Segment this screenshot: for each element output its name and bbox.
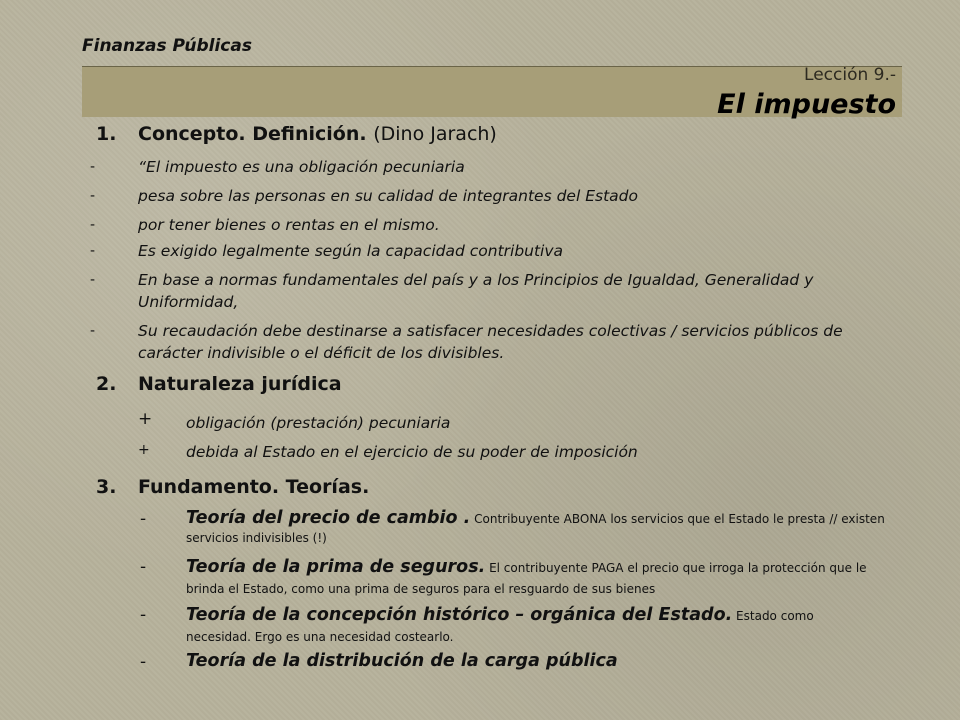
- concept-item: “El impuesto es una obligación pecuniaria: [138, 158, 465, 176]
- concept-item: Es exigido legalmente según la capacidad contributiva: [138, 242, 564, 260]
- concept-item: Su recaudación debe destinarse a satisfacer necesidades colectivas / servicios públicos de carácter indivisible o el déficit de los divisibles.: [138, 322, 843, 362]
- course-title: Finanzas Públicas: [82, 36, 252, 56]
- concept-item: pesa sobre las personas en su calidad de integrantes del Estado: [138, 187, 638, 205]
- theory-title: Teoría de la prima de seguros.: [186, 557, 486, 577]
- theory-detail: Estado como necesidad. Ergo es una necesidad costearlo.: [186, 609, 814, 644]
- bullet-marker: -: [90, 217, 96, 233]
- lesson-header-band: [82, 65, 902, 120]
- bullet-marker: -: [90, 323, 96, 339]
- bullet-marker: -: [90, 272, 96, 288]
- theory-item: [186, 557, 906, 599]
- plus-marker: +: [138, 442, 150, 458]
- lesson-title: El impuesto: [717, 89, 896, 120]
- theory-item: [186, 509, 906, 547]
- theory-marker: -: [140, 652, 147, 672]
- theory-marker: -: [140, 557, 147, 577]
- plus-marker: +: [138, 409, 153, 429]
- concept-item: En base a normas fundamentales del país y a los Principios de Igualdad, Generalidad y Uniformidad,: [138, 271, 814, 311]
- nature-item: debida al Estado en el ejercicio de su poder de imposición: [186, 443, 638, 461]
- section-3-title: Fundamento. Teorías.: [138, 476, 370, 498]
- theory-marker: -: [140, 509, 147, 529]
- section-1-heading: [138, 123, 497, 145]
- bullet-marker: -: [90, 188, 96, 204]
- section-1-subtitle: (Dino Jarach): [373, 123, 497, 145]
- theory-title: Teoría de la distribución de la carga pública: [186, 651, 618, 671]
- section-1-title: Concepto. Definición.: [138, 123, 367, 145]
- theory-title: Teoría de la concepción histórico – orgánica del Estado.: [186, 605, 733, 625]
- theory-detail: Contribuyente ABONA los servicios que el Estado le presta // existen servicios indivisibles (!): [186, 512, 885, 545]
- section-3-number: 3.: [96, 476, 117, 498]
- section-2-number: 2.: [96, 373, 117, 395]
- section-2-title: Naturaleza jurídica: [138, 373, 342, 395]
- theory-detail: El contribuyente PAGA el precio que irroga la protección que le brinda el Estado, como una prima de seguros para el resguardo de sus bienes: [186, 561, 867, 596]
- nature-item: obligación (prestación) pecuniaria: [186, 414, 451, 432]
- theory-item: [186, 651, 906, 671]
- bullet-marker: -: [90, 159, 96, 175]
- concept-item: por tener bienes o rentas en el mismo.: [138, 216, 440, 234]
- theory-title: Teoría del precio de cambio .: [186, 508, 471, 528]
- theory-item: [186, 605, 846, 647]
- bullet-marker: -: [90, 243, 96, 259]
- lesson-number: Lección 9.-: [804, 65, 896, 85]
- section-1-number: 1.: [96, 123, 117, 145]
- theory-marker: -: [140, 605, 147, 625]
